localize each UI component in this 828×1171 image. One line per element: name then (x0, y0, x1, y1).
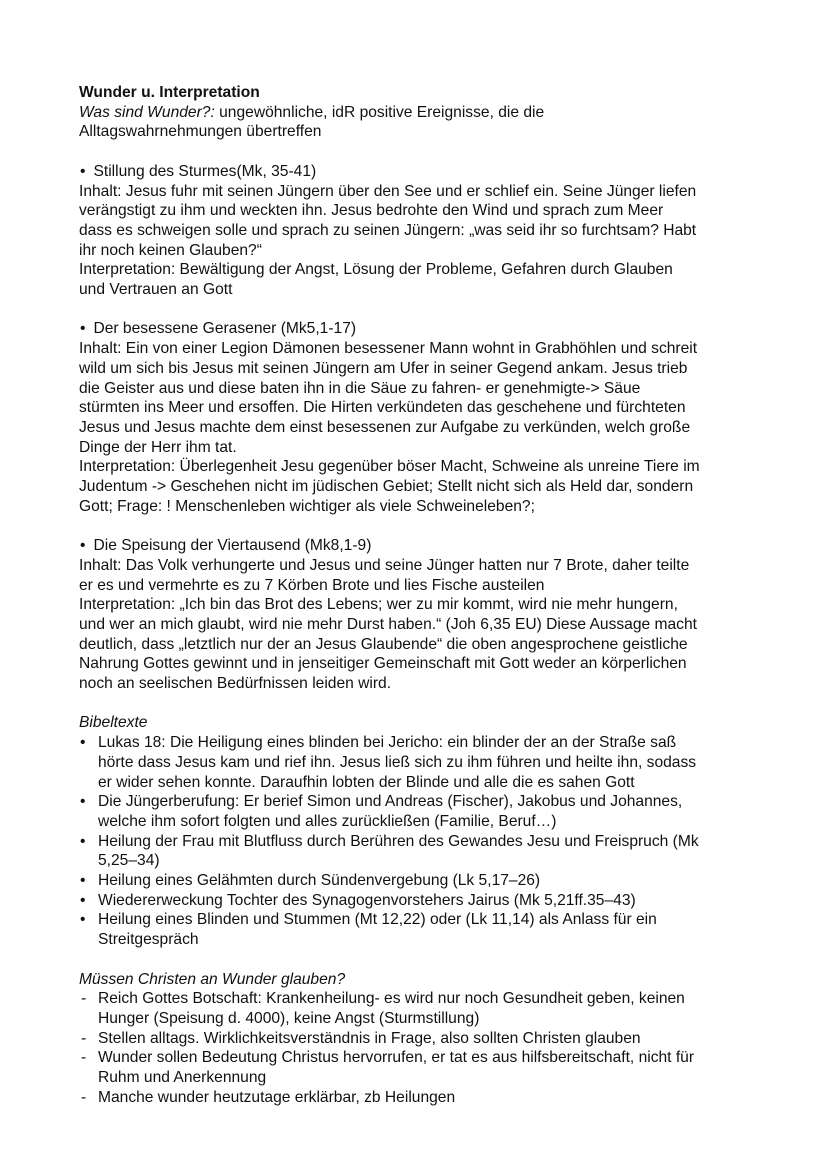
list-item (79, 792, 768, 831)
section-heading-speisung (79, 536, 768, 556)
list-item (79, 910, 768, 949)
list-item-line: Reich Gottes Botschaft: Krankenheilung- es wird nur noch Gesundheit geben, keinen (98, 990, 685, 1008)
text-line: wild um sich bis Jesus mit seinen Jüngern am Ufer in seiner Gegend ankam. Jesus trieb (79, 359, 688, 377)
dash-mark: - (81, 990, 87, 1008)
christen-heading: Müssen Christen an Wunder glauben? (79, 970, 346, 988)
text-line: noch an seelischen Bedürfnissen leiden wird. (79, 675, 392, 693)
section-heading-gerasener (79, 319, 768, 339)
text-line: und Vertrauen an Gott (79, 281, 233, 299)
list-item (79, 891, 768, 911)
intro-answer-line-2: Alltagswahrnehmungen übertreffen (79, 123, 322, 141)
text-line: Interpretation: Bewältigung der Angst, Lösung der Probleme, Gefahren durch Glauben (79, 261, 673, 279)
list-item-line: Heilung eines Blinden und Stummen (Mt 12,22) oder (Lk 11,14) als Anlass für ein (98, 911, 657, 929)
bibeltexte-list (79, 733, 768, 950)
text-line: Nahrung Gottes gewinnt und in jenseitiger Gemeinschaft mit Gott weder an körperlichen (79, 655, 687, 673)
intro-answer-line-1: ungewöhnliche, idR positive Ereignisse, die die (214, 103, 545, 121)
list-item-line: Wunder sollen Bedeutung Christus hervorrufen, er tat es aus hilfsbereitschaft, nicht für (98, 1049, 695, 1067)
bibeltexte-heading: Bibeltexte (79, 714, 148, 732)
bullet-mark: • (80, 537, 86, 555)
bullet-mark: • (80, 162, 86, 180)
list-item-line: Lukas 18: Die Heiligung eines blinden bei Jericho: ein blinder der an der Straße saß (98, 734, 677, 752)
list-item-line: er wider sehen konnte. Daraufhin lobten der Blinde und alle die es sahen Gott (98, 773, 635, 791)
text-line: Interpretation: „Ich bin das Brot des Lebens; wer zu mir kommt, wird nie mehr hungern, (79, 596, 678, 614)
section-heading-text: Die Speisung der Viertausend (Mk8,1-9) (93, 537, 372, 555)
list-item-line: hörte dass Jesus kam und rief ihn. Jesus ließ sich zu ihm führen und heilte ihn, sodass (98, 753, 697, 771)
list-item-line: welche ihm sofort folgten und alles zurückließen (Familie, Beruf…) (98, 812, 557, 830)
bullet-mark: • (80, 734, 86, 752)
list-item (79, 733, 768, 792)
dash-mark: - (81, 1088, 87, 1106)
list-item (79, 1088, 768, 1108)
text-line: Jesus und Jesus machte dem einst besessenen zur Aufgabe zu verkünden, welch große (79, 418, 691, 436)
text-line: Inhalt: Ein von einer Legion Dämonen besessener Mann wohnt in Grabhöhlen und schreit (79, 340, 698, 358)
list-item-line: Hunger (Speisung d. 4000), keine Angst (Sturmstillung) (98, 1009, 480, 1027)
text-line: deutlich, dass „letztlich nur der an Jesus Glaubende“ die oben angesprochene geistliche (79, 635, 688, 653)
text-line: er es und vermehrte es zu 7 Körben Brote und lies Fische austeilen (79, 576, 545, 594)
list-item-line: Heilung eines Gelähmten durch Sündenvergebung (Lk 5,17–26) (98, 872, 541, 890)
bullet-mark: • (80, 911, 86, 929)
text-line: ihr noch keinen Glauben?“ (79, 241, 262, 259)
section-heading-text: Der besessene Gerasener (Mk5,1-17) (93, 320, 357, 338)
list-item (79, 1029, 768, 1049)
text-line: und wer an mich glaubt, wird nie mehr Durst haben.“ (Joh 6,35 EU) Diese Aussage macht (79, 615, 697, 633)
list-item (79, 871, 768, 891)
intro-question: Was sind Wunder?: (79, 103, 215, 121)
list-item-line: 5,25–34) (98, 852, 160, 870)
section-heading-text: Stillung des Sturmes(Mk, 35-41) (93, 162, 317, 180)
bullet-mark: • (80, 793, 86, 811)
bullet-mark: • (80, 872, 86, 890)
text-line: stürmten ins Meer und ersoffen. Die Hirten verkündeten das geschehene und fürchteten (79, 399, 686, 417)
list-item-line: Stellen alltags. Wirklichkeitsverständnis in Frage, also sollten Christen glauben (98, 1029, 641, 1047)
document-title: Wunder u. Interpretation (79, 84, 260, 101)
section-heading-sturm (79, 162, 768, 182)
text-line: Judentum -> Geschehen nicht im jüdischen Gebiet; Stellt nicht sich als Held dar, sondern (79, 478, 694, 496)
text-line: verängstigt zu ihm und weckten ihn. Jesus bedrohte den Wind und sprach zum Meer (79, 202, 664, 220)
list-item-line: Wiedererweckung Tochter des Synagogenvorstehers Jairus (Mk 5,21ff.35–43) (98, 891, 636, 909)
list-item-line: Manche wunder heutzutage erklärbar, zb Heilungen (98, 1088, 456, 1106)
text-line: Gott; Frage: ! Menschenleben wichtiger als viele Schweineleben?; (79, 497, 535, 515)
intro-definition (79, 103, 768, 123)
text-line: dass es schweigen solle und sprach zu seinen Jüngern: „was seid ihr so furchtsam? Habt (79, 221, 697, 239)
text-line: Dinge der Herr ihm tat. (79, 438, 237, 456)
list-item-line: Ruhm und Anerkennung (98, 1069, 267, 1087)
text-line: Inhalt: Jesus fuhr mit seinen Jüngern über den See und er schlief ein. Seine Jünger liefen (79, 182, 697, 200)
christen-list (79, 989, 768, 1107)
dash-mark: - (81, 1049, 87, 1067)
list-item-line: Streitgespräch (98, 931, 199, 949)
dash-mark: - (81, 1029, 87, 1047)
list-item (79, 832, 768, 871)
list-item-line: Die Jüngerberufung: Er berief Simon und Andreas (Fischer), Jakobus und Johannes, (98, 793, 683, 811)
text-line: Inhalt: Das Volk verhungerte und Jesus und seine Jünger hatten nur 7 Brote, daher teilte (79, 556, 690, 574)
list-item (79, 1048, 768, 1087)
list-item (79, 989, 768, 1028)
text-line: Interpretation: Überlegenheit Jesu gegenüber böser Macht, Schweine als unreine Tiere im (79, 458, 700, 476)
list-item-line: Heilung der Frau mit Blutfluss durch Berühren des Gewandes Jesu und Freispruch (Mk (98, 832, 699, 850)
bullet-mark: • (80, 832, 86, 850)
bullet-mark: • (80, 891, 86, 909)
text-line: die Geister aus und diese baten ihn in die Säue zu fahren- er genehmigte-> Säue (79, 379, 641, 397)
bullet-mark: • (80, 320, 86, 338)
